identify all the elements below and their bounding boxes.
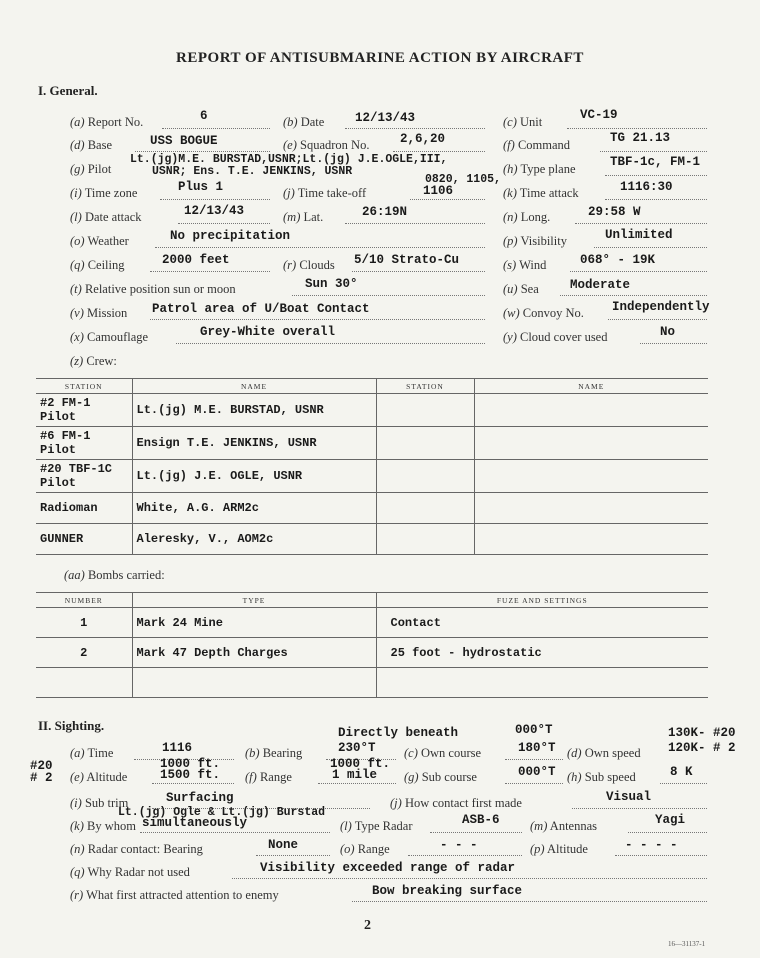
own-speed-label: (d) Own speed	[567, 746, 641, 760]
long-value: 29:58 W	[588, 205, 641, 219]
bomb-fuze: Contact	[376, 608, 708, 638]
how-contact-value: Visual	[606, 790, 652, 804]
type-radar-label: (l) Type Radar	[340, 819, 413, 833]
why-radar-value: Visibility exceeded range of radar	[260, 861, 516, 875]
own-course-label: (c) Own course	[404, 746, 482, 760]
bombs-table	[36, 592, 708, 698]
time-attack-label: (k) Time attack	[503, 186, 579, 200]
crew-row-station: #20 TBF-1C Pilot	[36, 460, 132, 493]
section-sighting-heading: II. Sighting.	[38, 718, 105, 733]
altitude-label: (e) Altitude	[70, 770, 128, 784]
crew-row-name: Ensign T.E. JENKINS, USNR	[132, 427, 376, 460]
pilot-value: Lt.(jg)M.E. BURSTAD,USNR;Lt.(jg) J.E.OGLE,III,	[130, 153, 448, 166]
type-radar-value: ASB-6	[462, 813, 500, 827]
cloud-cover-label: (y) Cloud cover used	[503, 330, 608, 344]
radar-altitude-value: - - - -	[625, 838, 678, 852]
camouflage-value: Grey-White overall	[200, 325, 336, 339]
weather-value: No precipitation	[170, 229, 291, 243]
altitude-value-top: 1000 ft.	[160, 757, 221, 771]
by-whom-label: (k) By whom	[70, 819, 136, 833]
time-value: 1116	[162, 741, 193, 755]
convoy-label: (w) Convoy No.	[503, 306, 584, 320]
crew-row-name: Lt.(jg) M.E. BURSTAD, USNR	[132, 394, 376, 427]
unit-value: VC-19	[580, 108, 618, 122]
wind-value: 068° - 19K	[580, 253, 656, 267]
bombs-label: (aa) Bombs carried:	[64, 568, 165, 582]
crew-row-name: Lt.(jg) J.E. OGLE, USNR	[132, 460, 376, 493]
visibility-label: (p) Visibility	[503, 234, 567, 248]
bearing-label: (b) Bearing	[245, 746, 303, 760]
crew-row-station: GUNNER	[36, 524, 132, 555]
altitude-margin-20: #20	[30, 759, 53, 773]
altitude-value: 1500 ft.	[160, 768, 221, 782]
date-value: 12/13/43	[355, 111, 416, 125]
ceiling-value: 2000 feet	[162, 253, 230, 267]
bomb-fuze: 25 foot - hydrostatic	[376, 638, 708, 668]
sea-label: (u) Sea	[503, 282, 539, 296]
time-zone-value: Plus 1	[178, 180, 224, 194]
bomb-number: 1	[36, 608, 132, 638]
clouds-label: (r) Clouds	[283, 258, 335, 272]
crew-label: (z) Crew:	[70, 354, 117, 368]
visibility-value: Unlimited	[605, 228, 673, 242]
how-contact-label: (j) How contact first made	[390, 796, 522, 810]
time-takeoff-value: 1106	[423, 184, 454, 198]
lat-value: 26:19N	[362, 205, 408, 219]
sub-trim-label: (i) Sub trim	[70, 796, 129, 810]
time-takeoff-label: (j) Time take-off	[283, 186, 367, 200]
long-label: (n) Long.	[503, 210, 551, 224]
bomb-type: Mark 24 Mine	[132, 608, 376, 638]
type-plane-value: TBF-1c, FM-1	[610, 155, 701, 169]
report-title: REPORT OF ANTISUBMARINE ACTION BY AIRCRAFT	[176, 50, 584, 66]
rel-position-label: (t) Relative position sun or moon	[70, 282, 236, 296]
pilot-label: (g) Pilot	[70, 162, 112, 176]
base-label: (d) Base	[70, 138, 113, 152]
crew-header-name: NAME	[132, 379, 376, 394]
base-value: USS BOGUE	[150, 134, 218, 148]
sub-speed-value: 8 K	[670, 765, 693, 779]
crew-row-station: #6 FM-1 Pilot	[36, 427, 132, 460]
sub-trim-value: Surfacing	[166, 791, 234, 805]
bombs-header-number: NUMBER	[36, 593, 132, 608]
squadron-value: 2,6,20	[400, 132, 446, 146]
own-speed-value: 120K- # 2	[668, 741, 736, 755]
range-value-top: 1000 ft.	[330, 757, 391, 771]
crew-row-station: Radioman	[36, 493, 132, 524]
report-no-value: 6	[200, 109, 208, 123]
radar-range-value: - - -	[440, 838, 478, 852]
camouflage-label: (x) Camouflage	[70, 330, 149, 344]
radar-range-label: (o) Range	[340, 842, 390, 856]
crew-header-name-2: NAME	[474, 379, 708, 394]
date-attack-label: (l) Date attack	[70, 210, 142, 224]
first-attention-value: Bow breaking surface	[372, 884, 523, 898]
section-general-heading: I. General.	[38, 83, 98, 98]
time-takeoff-value2: 0820, 1105,	[425, 173, 501, 186]
crew-row-name: Aleresky, V., AOM2c	[132, 524, 376, 555]
bombs-header-type: TYPE	[132, 593, 376, 608]
bomb-number: 2	[36, 638, 132, 668]
crew-row-name: White, A.G. ARM2c	[132, 493, 376, 524]
bombs-header-fuze: FUZE AND SETTINGS	[376, 593, 708, 608]
radar-bearing-label: (n) Radar contact: Bearing	[70, 842, 203, 856]
bearing-value: 230°T	[338, 741, 376, 755]
command-label: (f) Command	[503, 138, 571, 152]
crew-row-station: #2 FM-1 Pilot	[36, 394, 132, 427]
time-attack-value: 1116:30	[620, 180, 673, 194]
squadron-label: (e) Squadron No.	[283, 138, 370, 152]
radar-altitude-label: (p) Altitude	[530, 842, 588, 856]
own-course-note: 000°T	[515, 723, 553, 737]
antennas-label: (m) Antennas	[530, 819, 598, 833]
sea-value: Moderate	[570, 278, 631, 292]
ceiling-label: (q) Ceiling	[70, 258, 125, 272]
report-no-label: (a) Report No.	[70, 115, 144, 129]
clouds-value: 5/10 Strato-Cu	[354, 253, 460, 267]
bearing-note: Directly beneath	[338, 726, 459, 740]
wind-label: (s) Wind	[503, 258, 547, 272]
sub-speed-label: (h) Sub speed	[567, 770, 636, 784]
sub-course-label: (g) Sub course	[404, 770, 477, 784]
date-label: (b) Date	[283, 115, 325, 129]
by-whom-value: simultaneously	[142, 816, 248, 830]
crew-header-station-2: STATION	[376, 379, 474, 394]
first-attention-label: (r) What first attracted attention to enemy	[70, 888, 279, 902]
own-speed-note: 130K- #20	[668, 726, 736, 740]
bomb-type: Mark 47 Depth Charges	[132, 638, 376, 668]
antennas-value: Yagi	[655, 813, 686, 827]
crew-header-station: STATION	[36, 379, 132, 394]
time-zone-label: (i) Time zone	[70, 186, 138, 200]
radar-bearing-value: None	[268, 838, 299, 852]
cloud-cover-value: No	[660, 325, 676, 339]
type-plane-label: (h) Type plane	[503, 162, 576, 176]
range-value: 1 mile	[332, 768, 378, 782]
own-course-value: 180°T	[518, 741, 556, 755]
why-radar-label: (q) Why Radar not used	[70, 865, 190, 879]
date-attack-value: 12/13/43	[184, 204, 245, 218]
page-number: 2	[364, 918, 371, 933]
weather-label: (o) Weather	[70, 234, 129, 248]
mission-value: Patrol area of U/Boat Contact	[152, 302, 370, 316]
range-label: (f) Range	[245, 770, 292, 784]
convoy-value: Independently	[612, 300, 710, 314]
unit-label: (c) Unit	[503, 115, 543, 129]
sub-course-value: 000°T	[518, 765, 556, 779]
mission-label: (v) Mission	[70, 306, 128, 320]
print-code: 16—31137-1	[668, 940, 706, 948]
altitude-margin-2: # 2	[30, 771, 53, 785]
rel-position-value: Sun 30°	[305, 277, 358, 291]
by-whom-value-top: Lt.(jg) Ogle & Lt.(jg) Burstad	[118, 806, 326, 819]
pilot-value-line2: USNR; Ens. T.E. JENKINS, USNR	[152, 165, 353, 178]
lat-label: (m) Lat.	[283, 210, 324, 224]
crew-table	[36, 378, 708, 555]
command-value: TG 21.13	[610, 131, 671, 145]
time-label: (a) Time	[70, 746, 114, 760]
